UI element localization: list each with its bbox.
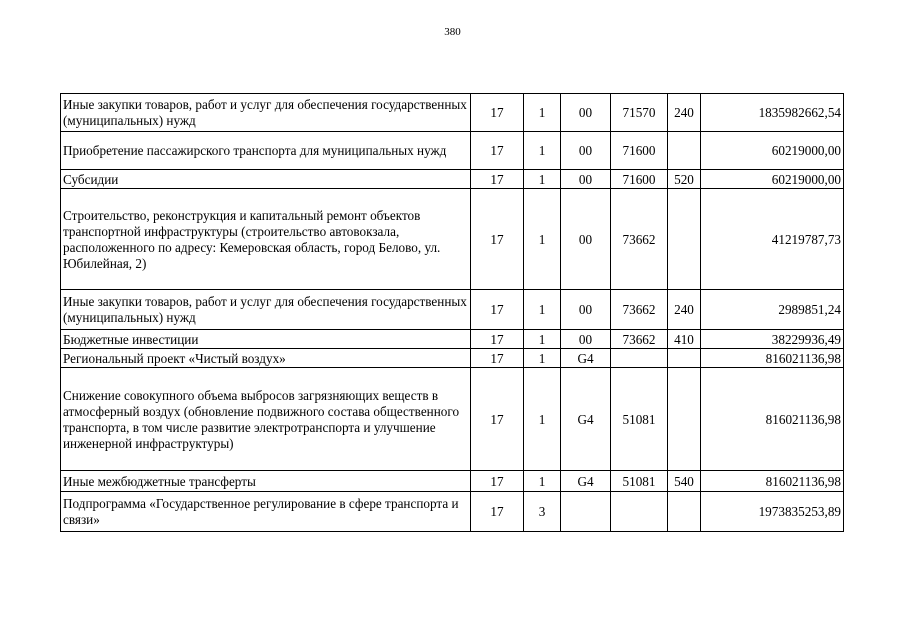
row-description: Субсидии bbox=[61, 170, 471, 189]
table-row bbox=[61, 189, 844, 290]
code-cell: 71570 bbox=[611, 94, 668, 132]
code-cell: 51081 bbox=[611, 368, 668, 471]
code-cell: 240 bbox=[668, 94, 701, 132]
row-description: Строительство, реконструкция и капитальный ремонт объектов транспортной инфраструктуры (строительство автовокзала, расположенного по адресу: Кемеровская область, город Белово, ул. Юбилейная, 2) bbox=[61, 189, 471, 290]
table-row bbox=[61, 170, 844, 189]
code-cell: 17 bbox=[471, 170, 524, 189]
amount-cell: 816021136,98 bbox=[701, 368, 844, 471]
table-row bbox=[61, 330, 844, 349]
table-row bbox=[61, 349, 844, 368]
table-row bbox=[61, 471, 844, 492]
table-row bbox=[61, 94, 844, 132]
code-cell: 540 bbox=[668, 471, 701, 492]
amount-cell: 60219000,00 bbox=[701, 170, 844, 189]
code-cell: 17 bbox=[471, 94, 524, 132]
table-row bbox=[61, 132, 844, 170]
code-cell: 00 bbox=[561, 132, 611, 170]
amount-cell: 816021136,98 bbox=[701, 471, 844, 492]
code-cell: 00 bbox=[561, 290, 611, 330]
row-description: Иные закупки товаров, работ и услуг для обеспечения государственных (муниципальных) нужд bbox=[61, 94, 471, 132]
code-cell: 17 bbox=[471, 330, 524, 349]
amount-cell: 2989851,24 bbox=[701, 290, 844, 330]
row-description: Снижение совокупного объема выбросов загрязняющих веществ в атмосферный воздух (обновление подвижного состава общественного транспорта, в том числе развитие электротранспорта и улучшение инженерной инфраструктуры) bbox=[61, 368, 471, 471]
code-cell: 17 bbox=[471, 492, 524, 532]
code-cell: 1 bbox=[524, 189, 561, 290]
row-description: Приобретение пассажирского транспорта для муниципальных нужд bbox=[61, 132, 471, 170]
code-cell: 17 bbox=[471, 290, 524, 330]
row-description: Иные закупки товаров, работ и услуг для обеспечения государственных (муниципальных) нужд bbox=[61, 290, 471, 330]
code-cell: G4 bbox=[561, 349, 611, 368]
code-cell: 1 bbox=[524, 170, 561, 189]
code-cell: 17 bbox=[471, 189, 524, 290]
amount-cell: 816021136,98 bbox=[701, 349, 844, 368]
code-cell: 73662 bbox=[611, 290, 668, 330]
code-cell: 240 bbox=[668, 290, 701, 330]
code-cell: 17 bbox=[471, 471, 524, 492]
code-cell bbox=[668, 368, 701, 471]
amount-cell: 60219000,00 bbox=[701, 132, 844, 170]
code-cell: 1 bbox=[524, 471, 561, 492]
code-cell: 00 bbox=[561, 94, 611, 132]
code-cell bbox=[668, 132, 701, 170]
code-cell: 00 bbox=[561, 170, 611, 189]
code-cell: 73662 bbox=[611, 330, 668, 349]
amount-cell: 1835982662,54 bbox=[701, 94, 844, 132]
code-cell: 1 bbox=[524, 368, 561, 471]
code-cell: 17 bbox=[471, 132, 524, 170]
code-cell: 17 bbox=[471, 368, 524, 471]
code-cell: 520 bbox=[668, 170, 701, 189]
code-cell: 17 bbox=[471, 349, 524, 368]
code-cell: 410 bbox=[668, 330, 701, 349]
code-cell: 00 bbox=[561, 330, 611, 349]
amount-cell: 41219787,73 bbox=[701, 189, 844, 290]
table-row bbox=[61, 290, 844, 330]
code-cell: G4 bbox=[561, 368, 611, 471]
amount-cell: 1973835253,89 bbox=[701, 492, 844, 532]
code-cell: 3 bbox=[524, 492, 561, 532]
code-cell: 1 bbox=[524, 330, 561, 349]
code-cell bbox=[611, 349, 668, 368]
code-cell: 1 bbox=[524, 290, 561, 330]
row-description: Региональный проект «Чистый воздух» bbox=[61, 349, 471, 368]
code-cell bbox=[668, 349, 701, 368]
code-cell: 1 bbox=[524, 132, 561, 170]
budget-table bbox=[60, 93, 844, 532]
code-cell: 1 bbox=[524, 349, 561, 368]
table-row bbox=[61, 492, 844, 532]
table-row bbox=[61, 368, 844, 471]
code-cell: 73662 bbox=[611, 189, 668, 290]
code-cell: 71600 bbox=[611, 132, 668, 170]
code-cell: 00 bbox=[561, 189, 611, 290]
row-description: Иные межбюджетные трансферты bbox=[61, 471, 471, 492]
amount-cell: 38229936,49 bbox=[701, 330, 844, 349]
row-description: Подпрограмма «Государственное регулирование в сфере транспорта и связи» bbox=[61, 492, 471, 532]
code-cell: 1 bbox=[524, 94, 561, 132]
code-cell: 51081 bbox=[611, 471, 668, 492]
code-cell: G4 bbox=[561, 471, 611, 492]
code-cell bbox=[668, 189, 701, 290]
code-cell: 71600 bbox=[611, 170, 668, 189]
code-cell bbox=[561, 492, 611, 532]
code-cell bbox=[668, 492, 701, 532]
code-cell bbox=[611, 492, 668, 532]
row-description: Бюджетные инвестиции bbox=[61, 330, 471, 349]
page-number: 380 bbox=[444, 26, 461, 38]
